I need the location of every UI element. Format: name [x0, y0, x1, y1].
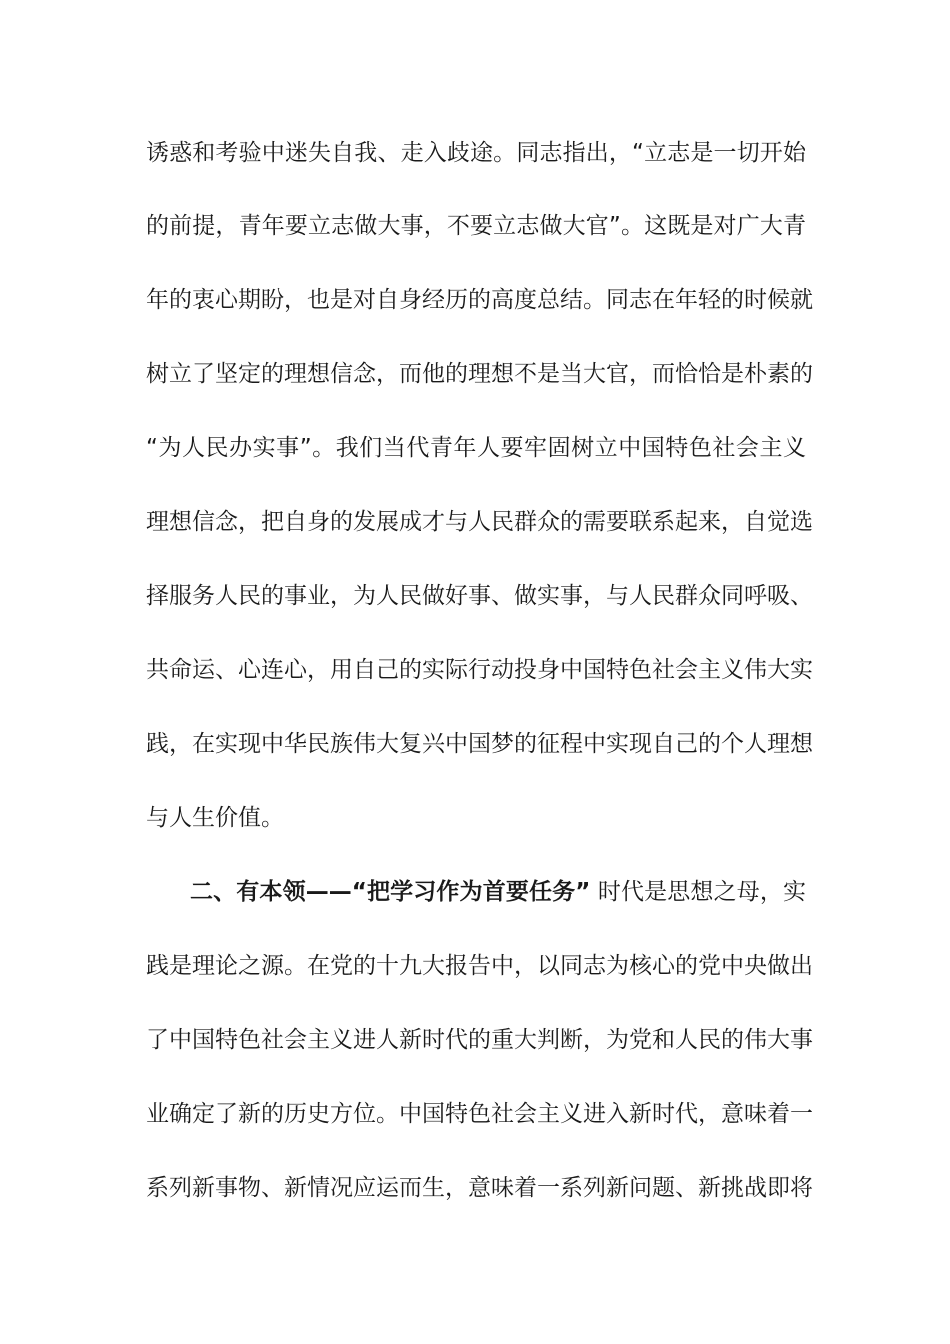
- paragraph-2-line-2: 了中国特色社会主义进人新时代的重大判断，为党和人民的伟大事: [146, 1027, 813, 1053]
- paragraph-1-line-9: 践，在实现中华民族伟大复兴中国梦的征程中实现自己的个人理想: [146, 731, 813, 757]
- paragraph-2-line-3: 业确定了新的历史方位。中国特色社会主义进入新时代，意味着一: [146, 1101, 813, 1127]
- section-2-heading-tail: 时代是思想之母，实: [597, 879, 807, 905]
- paragraph-1-line-8: 共命运、心连心，用自己的实际行动投身中国特色社会主义伟大实: [146, 657, 813, 683]
- paragraph-1-line-5: “为人民办实事”。我们当代青年人要牢固树立中国特色社会主义: [146, 435, 806, 461]
- paragraph-1-line-1: 诱惑和考验中迷失自我、走入歧途。同志指出，“立志是一切开始: [146, 140, 806, 166]
- paragraph-2-line-4: 系列新事物、新情况应运而生，意味着一系列新问题、新挑战即将: [146, 1175, 813, 1201]
- paragraph-1-line-4: 树立了坚定的理想信念，而他的理想不是当大官，而恰恰是朴素的: [146, 361, 813, 387]
- paragraph-1-line-6: 理想信念，把自身的发展成才与人民群众的需要联系起来，自觉选: [146, 509, 813, 535]
- paragraph-1-line-2: 的前提，青年要立志做大事，不要立志做大官”。这既是对广大青: [146, 213, 806, 239]
- paragraph-1-line-3: 年的衷心期盼，也是对自身经历的高度总结。同志在年轻的时候就: [146, 287, 813, 313]
- paragraph-2-line-1: 践是理论之源。在党的十九大报告中，以同志为核心的党中央做出: [146, 953, 813, 979]
- paragraph-1-line-10: 与人生价值。: [146, 805, 284, 831]
- section-2-heading: 二、有本领——“把学习作为首要任务”: [190, 879, 591, 905]
- paragraph-1-line-7: 择服务人民的事业，为人民做好事、做实事，与人民群众同呼吸、: [146, 583, 813, 609]
- section-2-first-line: [190, 877, 806, 907]
